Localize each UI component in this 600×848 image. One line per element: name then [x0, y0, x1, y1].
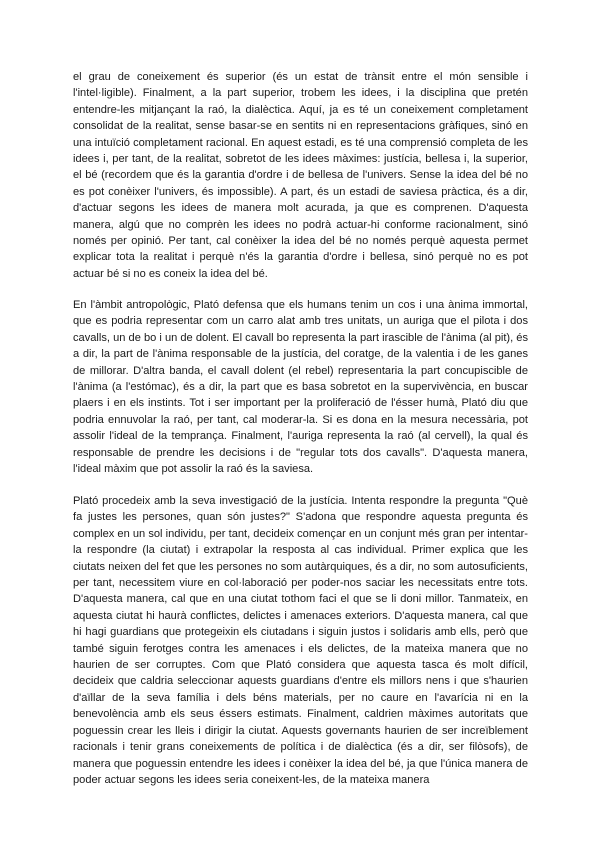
paragraph-knowledge-levels: el grau de coneixement és superior (és un estat de trànsit entre el món sensible i l'intel·ligible). Finalment, a la part superior, trobem les idees, i la disciplina que pretén entendre-les mitjançant la raó, la dialèctica. Aquí, ja es té un coneixement completament consolidat de la realitat, sense basar-se en sentits ni en representacions gràfiques, sinó en una intuïció completament racional. En aquest estadi, es té una comprensió completa de les idees i, per tant, de la realitat, sobretot de les idees màximes: justícia, bellesa i, la superior, el bé (recordem que és la garantia d'ordre i de bellesa de l'univers. Sense la idea del bé no es pot conèixer l'univers, és impossible). A part, és un estadi de saviesa pràctica, és a dir, d'actuar segons les idees de manera molt acurada, ja que es comprenen. D'aquesta manera, algú que no comprèn les idees no podrà actuar-hi conforme racionalment, sinó només per opinió. Per tant, cal conèixer la idea del bé no només perquè aquesta permet explicar tota la realitat i perquè n'és la garantia d'ordre i bellesa, sinó perquè no es pot actuar bé si no es coneix la idea del bé. — [73, 71, 528, 280]
paragraph-justice: Plató procedeix amb la seva investigació de la justícia. Intenta respondre la pregunta "Què fa justes les persones, quan són justes?" S'adona que respondre aquesta pregunta és complex en un sol individu, per tant, decideix començar en un conjunt més gran per intentar-la respondre (la ciutat) i extrapolar la resposta al cas individual. Primer explica que les ciutats neixen del fet que les persones no som autàrquiques, és a dir, no som autosuficients, per tant, necessitem viure en col·laboració per poder-nos saciar les necessitats entre tots. D'aquesta manera, cal que en una ciutat tothom faci el que se li doni millor. Tanmateix, en aquesta ciutat hi haurà conflictes, delictes i amenaces exteriors. D'aquesta manera, cal que hi hagi guardians que protegeixin els ciutadans i siguin justos i solidaris amb ells, però que també siguin ferotges contra les amenaces i els delictes, de la mateixa manera que no haurien de ser corruptes. Com que Plató considera que aquesta tasca és molt difícil, decideix que caldria seleccionar aquests guardians d'entre els millors nens i que s'haurien d'aïllar de la seva família i dels béns materials, per no caure en l'avarícia ni en la benevolència amb els seus éssers estimats. Finalment, caldrien màximes autoritats que poguessin crear les lleis i dirigir la ciutat. Aquests governants haurien de ser increïblement racionals i tenir grans coneixements de política i de dialèctica (és a dir, ser filòsofs), de manera que poguessin entendre les idees i conèixer la idea del bé, ja que l'única manera de poder actuar segons les idees seria coneixent-les, de la mateixa manera — [73, 495, 528, 786]
paragraph-anthropology: En l'àmbit antropològic, Plató defensa que els humans tenim un cos i una ànima immortal, que es podria representar com un carro alat amb tres unitats, un auriga que el pilota i dos cavalls, un de bo i un de dolent. El cavall bo representa la part irascible de l'ànima (al pit), és a dir, la part de l'ànima responsable de la justícia, del coratge, de la valentia i de les ganes de millorar. D'altra banda, el cavall dolent (el rebel) representaria la part concupiscible de l'ànima (a l'estómac), és a dir, la part que es basa sobretot en la supervivència, en buscar plaers i en els instints. Tot i ser important per la proliferació de l'ésser humà, Plató diu que podria ennuvolar la raó, per tant, cal moderar-la. Si es dona en la mesura necessària, pot assolir l'ideal de la temprança. Finalment, l'auriga representa la raó (al cervell), la qual és responsable de prendre les decisions i de "regular tots dos cavalls". D'aquesta manera, l'ideal màxim que pot assolir la raó és la saviesa. — [73, 299, 528, 476]
